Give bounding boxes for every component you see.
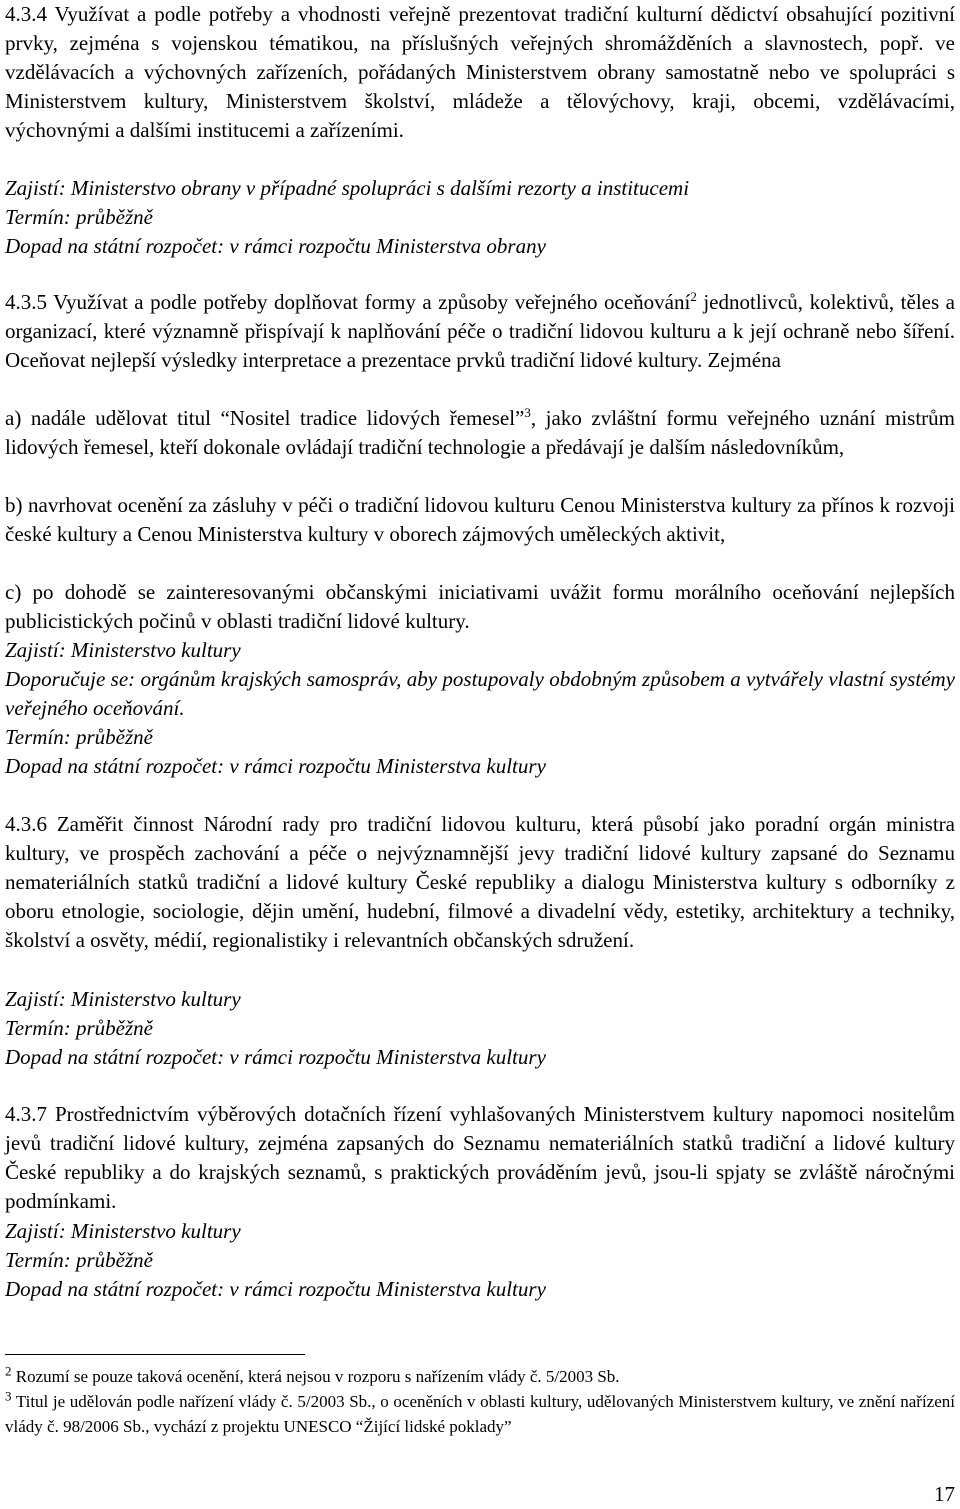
page-number: 17 [934,1482,955,1506]
section-4-3-4-termin: Termín: průběžně [5,205,153,229]
section-4-3-5-rest: jednotlivců, kolektivů, těles a organizací, které významně přispívají k naplňování péče o tradiční lidovou kulturu a k její ochraně nebo šíření. Oceňovat nejlepší výsledky interpretace a prezentace prvků tradiční lidové kultury. Zejména [5,290,956,372]
section-4-3-4-text: 4.3.4 Využívat a podle potřeby a vhodnosti veřejně prezentovat tradiční kulturní dědictví obsahující pozitivní prvky, zejména s vojenskou tématikou, na příslušných veřejných shromážděních a slavnostech, popř. ve vzdělávacích a výchovných zařízeních, pořádaných Ministerstvem obrany samostatně nebo ve spolupráci s Ministerstvem kultury, Ministerstvem školství, mládeže a tělovýchovy, kraji, obcemi, vzdělávacími, výchovnými a dalšími institucemi a zařízeními. [5,2,955,142]
footnote-3 [5,1389,955,1439]
section-4-3-5-text [5,288,955,375]
section-4-3-5-item-a [5,404,955,462]
footnote-2-text: Rozumí se pouze taková ocenění, která nejsou v rozporu s nařízením vlády č. 5/2003 Sb. [11,1367,620,1386]
footnote-separator [5,1354,305,1355]
section-4-3-5-item-c: c) po dohodě se zainteresovanými občanskými iniciativami uvážit formu morálního oceňování nejlepších publicistických počinů v oblasti tradiční lidové kultury. [5,580,955,633]
item-a-rest: , jako zvláštní formu veřejného uznání mistrům lidových řemesel, kteří dokonale ovládají tradiční technologie a předávají je dalším následovníkům, [5,406,955,459]
footnote-3-text: Titul je udělován podle nařízení vlády č. 5/2003 Sb., o oceněních v oblasti kultury, udělovaných Ministerstvem kultury, ve znění nařízení vlády č. 98/2006 Sb., vychází z projektu UNESCO “Žijící lidské poklady” [5,1392,955,1436]
section-4-3-4-zajisti: Zajistí: Ministerstvo obrany v případné spolupráci s dalšími rezorty a institucemi [5,176,690,200]
section-4-3-5-termin: Termín: průběžně [5,725,153,749]
section-4-3-6-text: 4.3.6 Zaměřit činnost Národní rady pro tradiční lidovou kulturu, která působí jako poradní orgán ministra kultury, ve prospěch zachování a péče o nejvýznamnější jevy tradiční lidové kultury zapsané do Seznamu nemateriálních statků tradiční a lidové kultury České republiky a dialogu Ministerstva kultury s odborníky z oboru etnologie, sociologie, dějin umění, hudební, filmové a divadelní vědy, estetiky, architektury a techniky, školství a osvěty, médií, regionalistiky i relevantních občanských sdružení. [5,812,955,952]
section-4-3-5-dopad: Dopad na státní rozpočet: v rámci rozpočtu Ministerstva kultury [5,754,546,778]
section-4-3-5-doporucuje: Doporučuje se: orgánům krajských samospráv, aby postupovaly obdobným způsobem a vytvářely vlastní systémy veřejného oceňování. [5,667,955,720]
section-4-3-7-zajisti: Zajistí: Ministerstvo kultury [5,1219,241,1243]
section-4-3-6-dopad: Dopad na státní rozpočet: v rámci rozpočtu Ministerstva kultury [5,1045,546,1069]
section-4-3-7-termin: Termín: průběžně [5,1248,153,1272]
section-4-3-6-termin: Termín: průběžně [5,1016,153,1040]
section-4-3-5-zajisti: Zajistí: Ministerstvo kultury [5,638,241,662]
item-a-lead: a) nadále udělovat titul “Nositel tradice lidových řemesel” [5,406,525,430]
footnote-2-number: 2 [5,1363,12,1379]
section-4-3-5-lead: 4.3.5 Využívat a podle potřeby doplňovat formy a způsoby veřejného oceňování [5,290,691,314]
section-4-3-7-text: 4.3.7 Prostřednictvím výběrových dotačních řízení vyhlašovaných Ministerstvem kultury napomoci nositelům jevů tradiční lidové kultury, zejména zapsaných do Seznamu nemateriálních statků tradiční a lidové kultury České republiky a do krajských seznamů, s praktických prováděním jevů, jsou-li spjaty se zvláště náročnými podmínkami. [5,1102,955,1213]
footnote-2 [5,1364,955,1389]
section-4-3-5-item-b: b) navrhovat ocenění za zásluhy v péči o tradiční lidovou kulturu Cenou Ministerstva kultury za přínos k rozvoji české kultury a Cenou Ministerstva kultury v oborech zájmových uměleckých aktivit, [5,493,955,546]
section-4-3-6-zajisti: Zajistí: Ministerstvo kultury [5,987,241,1011]
section-4-3-7-dopad: Dopad na státní rozpočet: v rámci rozpočtu Ministerstva kultury [5,1277,546,1301]
footnote-ref-2: 2 [690,289,697,304]
section-4-3-4-dopad: Dopad na státní rozpočet: v rámci rozpočtu Ministerstva obrany [5,234,546,258]
footnote-ref-3: 3 [524,405,531,420]
footnote-3-number: 3 [5,1388,12,1404]
